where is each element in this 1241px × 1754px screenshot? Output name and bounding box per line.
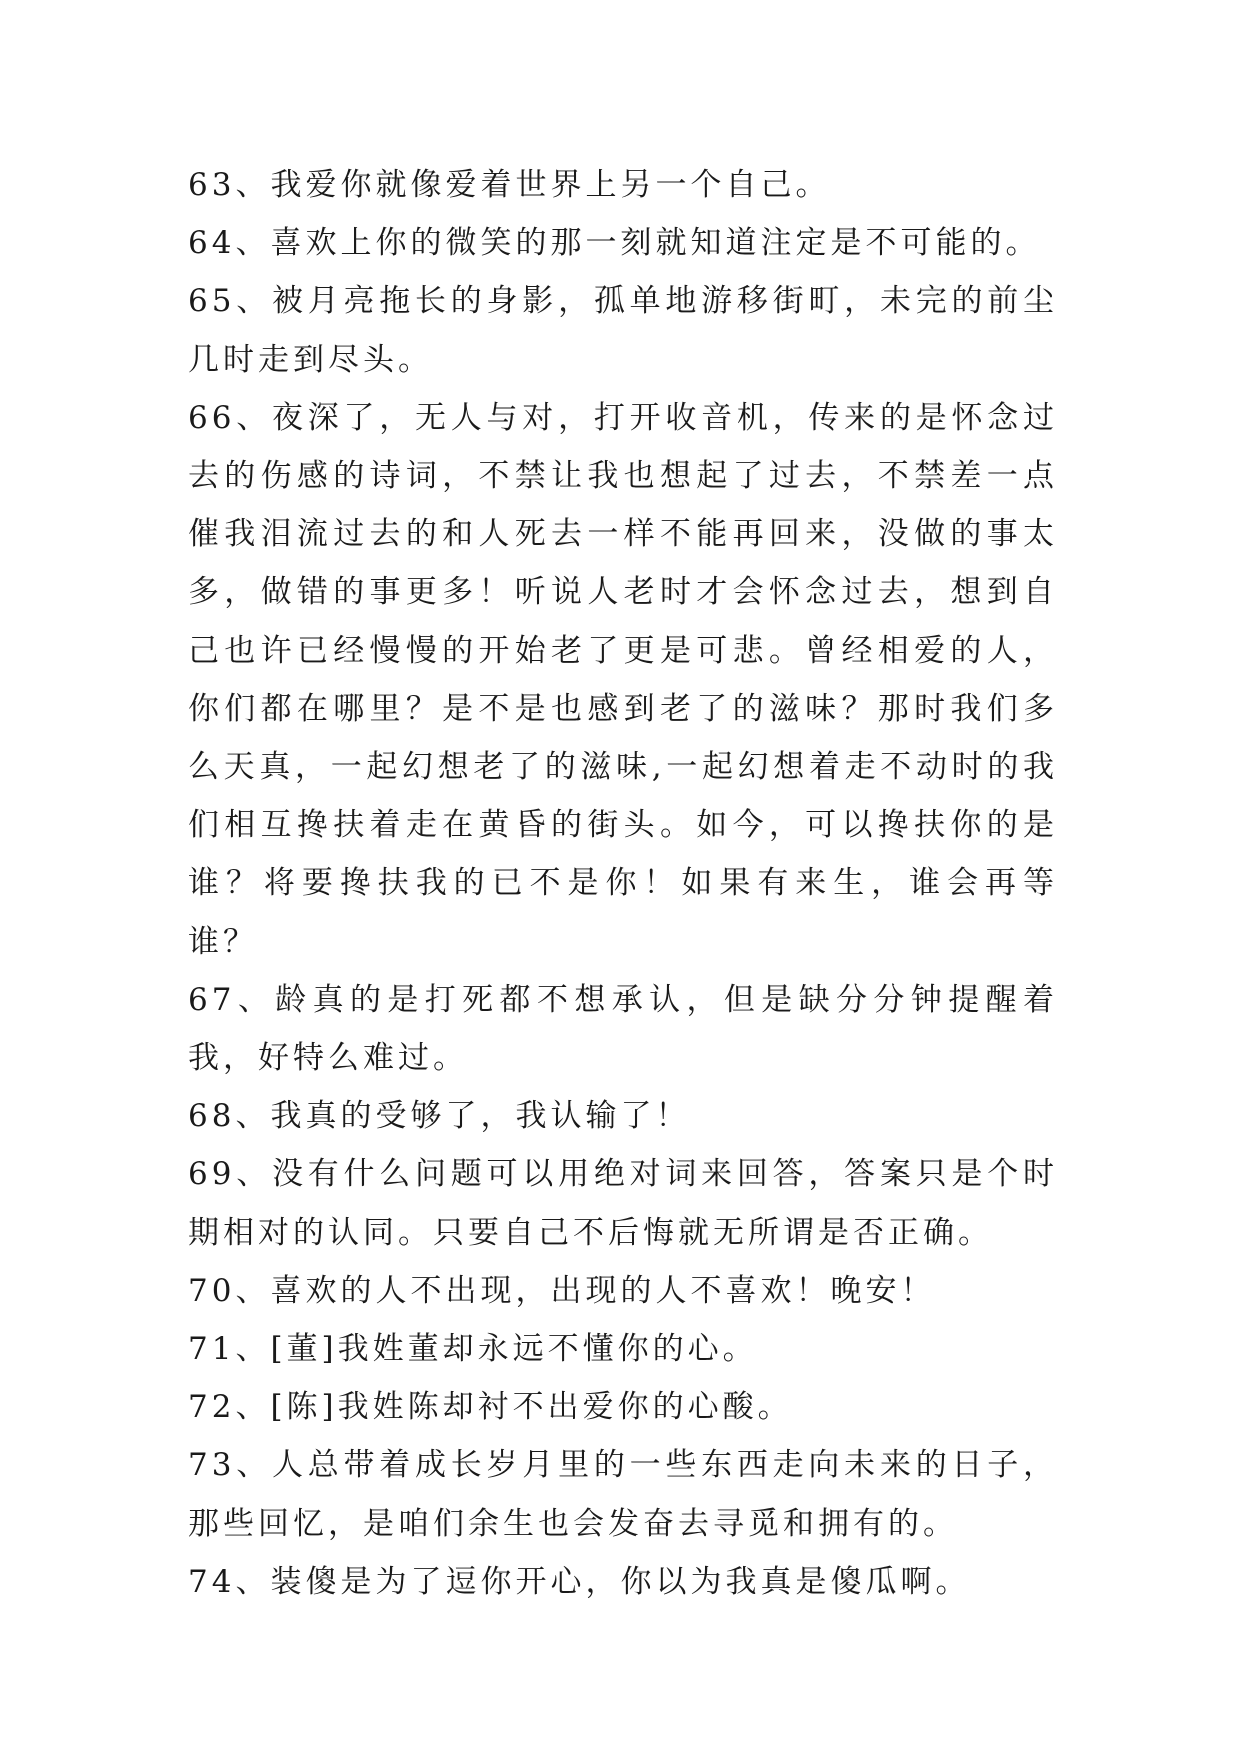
list-item: 64、喜欢上你的微笑的那一刻就知道注定是不可能的。 (188, 225, 1041, 262)
list-item: 65、被月亮拖长的身影，孤单地游移街町，未完的前尘几时走到尽头。 (188, 283, 1058, 378)
document-body (188, 156, 1058, 1611)
list-item: 68、我真的受够了，我认输了！ (188, 1098, 691, 1135)
list-item: 67、龄真的是打死都不想承认，但是缺分分钟提醒着我，好特么难过。 (188, 981, 1058, 1077)
list-item: 73、人总带着成长岁月里的一些东西走向未来的日子，那些回忆，是咱们余生也会发奋去寻觅和拥有的。 (188, 1447, 1058, 1542)
list-item: 69、没有什么问题可以用绝对词来回答，答案只是个时期相对的认同。只要自己不后悔就无所谓是否正确。 (188, 1156, 1058, 1251)
list-item: 71、[董]我姓董却永远不懂你的心。 (188, 1331, 758, 1368)
list-item: 70、喜欢的人不出现，出现的人不喜欢！晚安！ (188, 1272, 936, 1309)
list-item: 66、夜深了，无人与对，打开收音机，传来的是怀念过去的伤感的诗词，不禁让我也想起了过去，不禁差一点催我泪流过去的和人死去一样不能再回来，没做的事太多，做错的事更多！听说人老时才会怀念过去，想到自己也许已经慢慢的开始老了更是可悲。曾经相爱的人，你们都在哪里？是不是也感到老了的滋味？那时我们多么天真，一起幻想老了的滋味,一起幻想着走不动时的我们相互搀扶着走在黄昏的街头。如今，可以搀扶你的是谁？将要搀扶我的已不是你！如果有来生，谁会再等谁？ (188, 399, 1058, 960)
list-item: 63、我爱你就像爱着世界上另一个自己。 (188, 167, 831, 203)
list-item: 74、装傻是为了逗你开心，你以为我真是傻瓜啊。 (188, 1563, 971, 1600)
list-item: 72、[陈]我姓陈却衬不出爱你的心酸。 (188, 1389, 793, 1426)
